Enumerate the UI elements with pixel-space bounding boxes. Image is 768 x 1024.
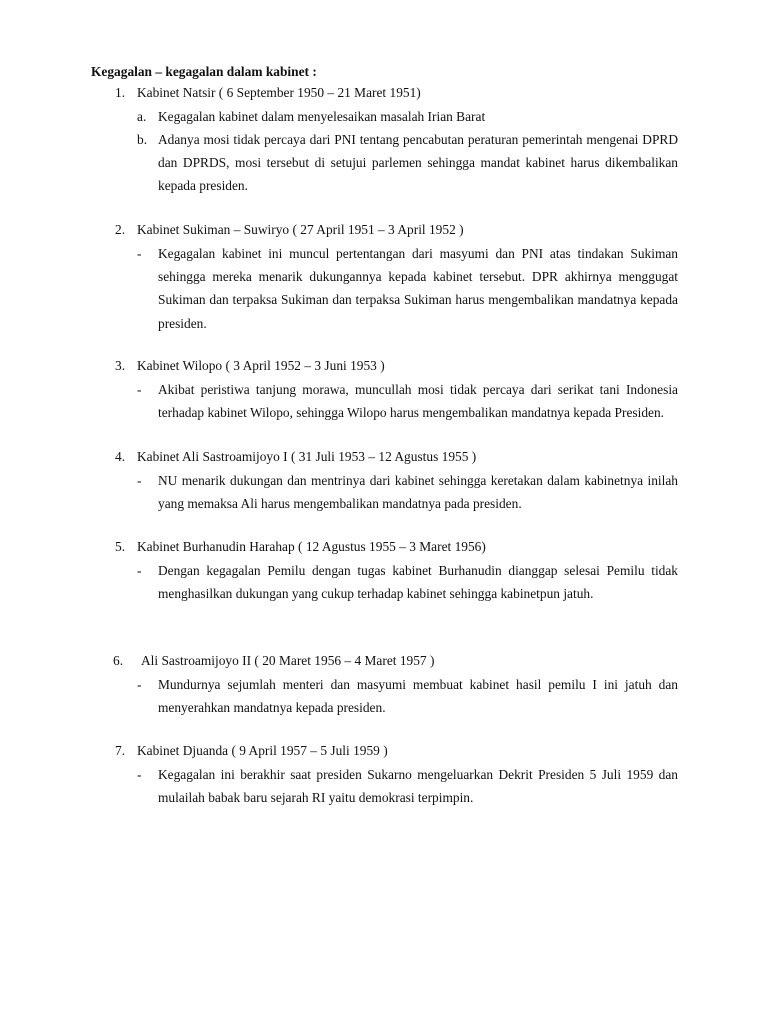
sub-item-marker: - [137,677,142,692]
sub-item-text: Adanya mosi tidak percaya dari PNI tentang pencabutan peraturan pemerintah mengenai DPRD dan DPRDS, mosi tersebut di setujui parlemen sehingga mandat kabinet harus dikembalikan kepada presiden. [158,132,678,194]
list-item-number: 6. [113,653,124,668]
list-item-title: Kabinet Sukiman – Suwiryo ( 27 April 1951 – 3 April 1952 ) [137,222,464,237]
sub-item-marker: b. [137,132,148,147]
sub-item-marker: - [137,382,142,397]
sub-item-text: NU menarik dukungan dan mentrinya dari kabinet sehingga keretakan dalam kabinetnya inilah yang memaksa Ali harus mengembalikan mandatnya pada presiden. [158,473,678,512]
sub-item-marker: - [137,246,142,261]
list-item-number: 1. [115,85,126,100]
document-heading: Kegagalan – kegagalan dalam kabinet : [91,64,317,79]
list-item-number: 3. [115,358,126,373]
list-item-title: Ali Sastroamijoyo II ( 20 Maret 1956 – 4 Maret 1957 ) [141,653,435,668]
list-item-title: Kabinet Wilopo ( 3 April 1952 – 3 Juni 1953 ) [137,358,385,373]
sub-item-marker: - [137,473,142,488]
list-item-number: 4. [115,449,126,464]
sub-item-marker: - [137,767,142,782]
sub-item-text: Kegagalan ini berakhir saat presiden Sukarno mengeluarkan Dekrit Presiden 5 Juli 1959 dan mulailah babak baru sejarah RI yaitu demokrasi terpimpin. [158,767,678,806]
list-item-title: Kabinet Djuanda ( 9 April 1957 – 5 Juli 1959 ) [137,743,388,758]
sub-item-marker: - [137,563,142,578]
list-item-title: Kabinet Natsir ( 6 September 1950 – 21 Maret 1951) [137,85,421,100]
sub-item-text: Mundurnya sejumlah menteri dan masyumi membuat kabinet hasil pemilu I ini jatuh dan menyerahkan mandatnya kepada presiden. [158,677,678,716]
sub-item-text: Kegagalan kabinet dalam menyelesaikan masalah Irian Barat [158,109,486,124]
list-item-number: 2. [115,222,126,237]
sub-item-marker: a. [137,109,147,124]
sub-item-text: Dengan kegagalan Pemilu dengan tugas kabinet Burhanudin dianggap selesai Pemilu tidak menghasilkan dukungan yang cukup terhadap kabinet sehingga kabinetpun jatuh. [158,563,678,602]
sub-item-text: Kegagalan kabinet ini muncul pertentangan dari masyumi dan PNI atas tindakan Sukiman sehingga mereka menarik dukungannya kepada kabinet tersebut. DPR akhirnya menggugat Sukiman dan terpaksa Sukiman dan terpaksa Sukiman harus mengembalikan mandatnya kepada presiden. [158,246,678,331]
list-item-number: 7. [115,743,126,758]
list-item-title: Kabinet Ali Sastroamijoyo I ( 31 Juli 1953 – 12 Agustus 1955 ) [137,449,477,464]
list-item-title: Kabinet Burhanudin Harahap ( 12 Agustus 1955 – 3 Maret 1956) [137,539,486,554]
sub-item-text: Akibat peristiwa tanjung morawa, muncullah mosi tidak percaya dari serikat tani Indonesia terhadap kabinet Wilopo, sehingga Wilopo harus mengembalikan mandatnya kepada Presiden. [158,382,678,421]
list-item-number: 5. [115,539,126,554]
